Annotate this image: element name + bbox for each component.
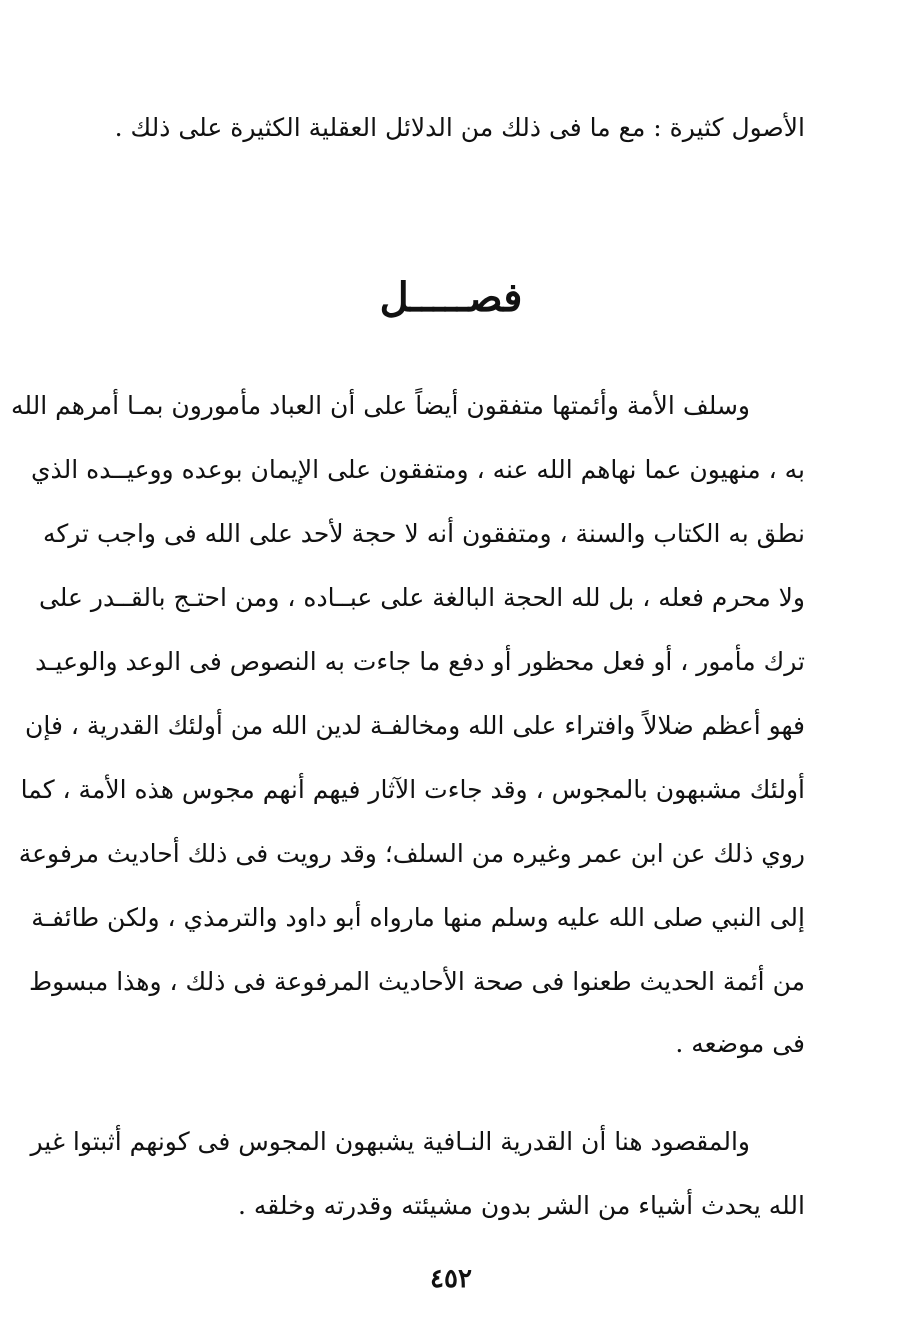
section-heading: فصـــــل [379,274,523,321]
text-line: ترك مأمور ، أو فعل محظور أو دفع ما جاءت به النصوص فى الوعد والوعيـد [35,647,805,676]
text-line: من أئمة الحديث طعنوا فى صحة الأحاديث المرفوعة فى ذلك ، وهذا مبسوط [29,967,805,996]
text-line: فى موضعه . [675,1029,805,1058]
text-line: إلى النبي صلى الله عليه وسلم منها مارواه أبو داود والترمذي ، ولكن طائفـة [31,903,805,932]
text-line: أولئك مشبهون بالمجوس ، وقد جاءت الآثار فيهم أنهم مجوس هذه الأمة ، كما [20,775,805,804]
text-line: به ، منهيون عما نهاهم الله عنه ، ومتفقون على الإيمان بوعده ووعيــده الذي [30,455,805,484]
text-line: وسلف الأمة وأئمتها متفقون أيضاً على أن العباد مأمورون بمـا أمرهم الله [10,391,750,420]
text-line: روي ذلك عن ابن عمر وغيره من السلف؛ وقد رويت فى ذلك أحاديث مرفوعة [18,839,805,868]
text-line: الأصول كثيرة : مع ما فى ذلك من الدلائل العقلية الكثيرة على ذلك . [114,113,805,142]
text-line: والمقصود هنا أن القدرية النـافية يشبهون المجوس فى كونهم أثبتوا غير [30,1127,750,1156]
page-number: ٤٥٢ [430,1264,472,1294]
text-line: الله يحدث أشياء من الشر بدون مشيئته وقدرته وخلقه . [237,1191,805,1220]
text-line: ولا محرم فعله ، بل لله الحجة البالغة على عبــاده ، ومن احتـج بالقــدر على [38,583,805,612]
text-line: نطق به الكتاب والسنة ، ومتفقون أنه لا حجة لأحد على الله فى واجب تركه [42,519,805,548]
text-line: فهو أعظم ضلالاً وافتراء على الله ومخالفـة لدين الله من أولئك القدرية ، فإن [24,711,805,740]
